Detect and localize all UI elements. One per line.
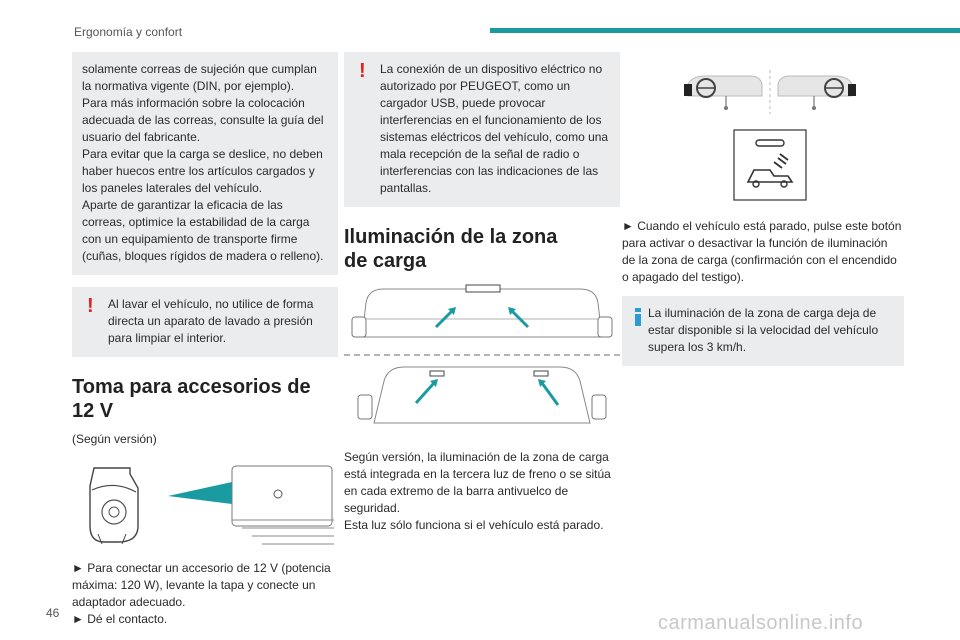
load-securing-note [72,52,338,275]
note-line: Para evitar que la carga se deslice, no deben haber huecos entre los artículos cargados y los paneles laterales del vehículo. [82,147,323,195]
note-line: Para más información sobre la colocación adecuada de las correas, consulte la guía del usuario del fabricante. [82,96,324,144]
warning-icon: ! [87,295,94,317]
section-title: Ergonomía y confort [74,25,183,39]
washing-warning [72,287,338,357]
column-right [622,52,904,366]
warning-text: Al lavar el vehículo, no utilice de forma directa un aparato de lavado a presión para limpiar el interior. [108,297,314,345]
info-icon [634,308,642,331]
cargo-light-button-illustration [622,66,904,202]
instruction-step: ► Dé el contacto. [72,612,168,626]
heading-12v-socket: Toma para accesorios de 12 V [72,376,311,422]
electrical-device-warning [344,52,620,207]
warning-text: La conexión de un dispositivo eléctrico no autorizado por PEUGEOT, como un cargador USB, puede provocar interferencias en el funcionamiento de los sistemas eléctricos del vehículo, como una mala recepción de la señal de radio o interferencias con las indicaciones de las pantallas. [380,62,609,195]
page-number: 46 [46,606,60,620]
info-text: La iluminación de la zona de carga deja de estar disponible si la velocidad del vehículo supera los 3 km/h. [648,306,879,354]
button-instruction: ► Cuando el vehículo está parado, pulse este botón para activar o desactivar la función de iluminación de la zona de carga (confirmación con el encendido o apagado del testigo). [622,219,902,284]
header-accent-bar [490,28,960,33]
watermark: carmanualsonline.info [658,612,864,634]
column-middle [344,52,620,534]
column-left [72,52,338,628]
speed-info-note [622,296,904,366]
warning-icon: ! [359,60,366,82]
cargo-lighting-illustration [344,283,620,431]
socket-illustration [72,462,338,548]
note-line: solamente correas de sujeción que cumplan la normativa vigente (DIN, por ejemplo). [82,62,317,93]
instruction-step: ► Para conectar un accesorio de 12 V (potencia máxima: 120 W), levante la tapa y conecte un adaptador adecuado. [72,561,331,609]
heading-cargo-lighting: Iluminación de la zona de carga [344,226,558,272]
lighting-condition: Esta luz sólo funciona si el vehículo está parado. [344,518,604,532]
version-note: (Según versión) [72,432,157,446]
note-line: Aparte de garantizar la eficacia de las correas, optimice la estabilidad de la carga con un equipamiento de transporte firme (cuñas, bloques rígidos de madera o relleno). [82,198,324,263]
lighting-description: Según versión, la iluminación de la zona de carga está integrada en la tercera luz de freno o se sitúa en cada extremo de la barra antivuelco de seguridad. [344,450,611,515]
